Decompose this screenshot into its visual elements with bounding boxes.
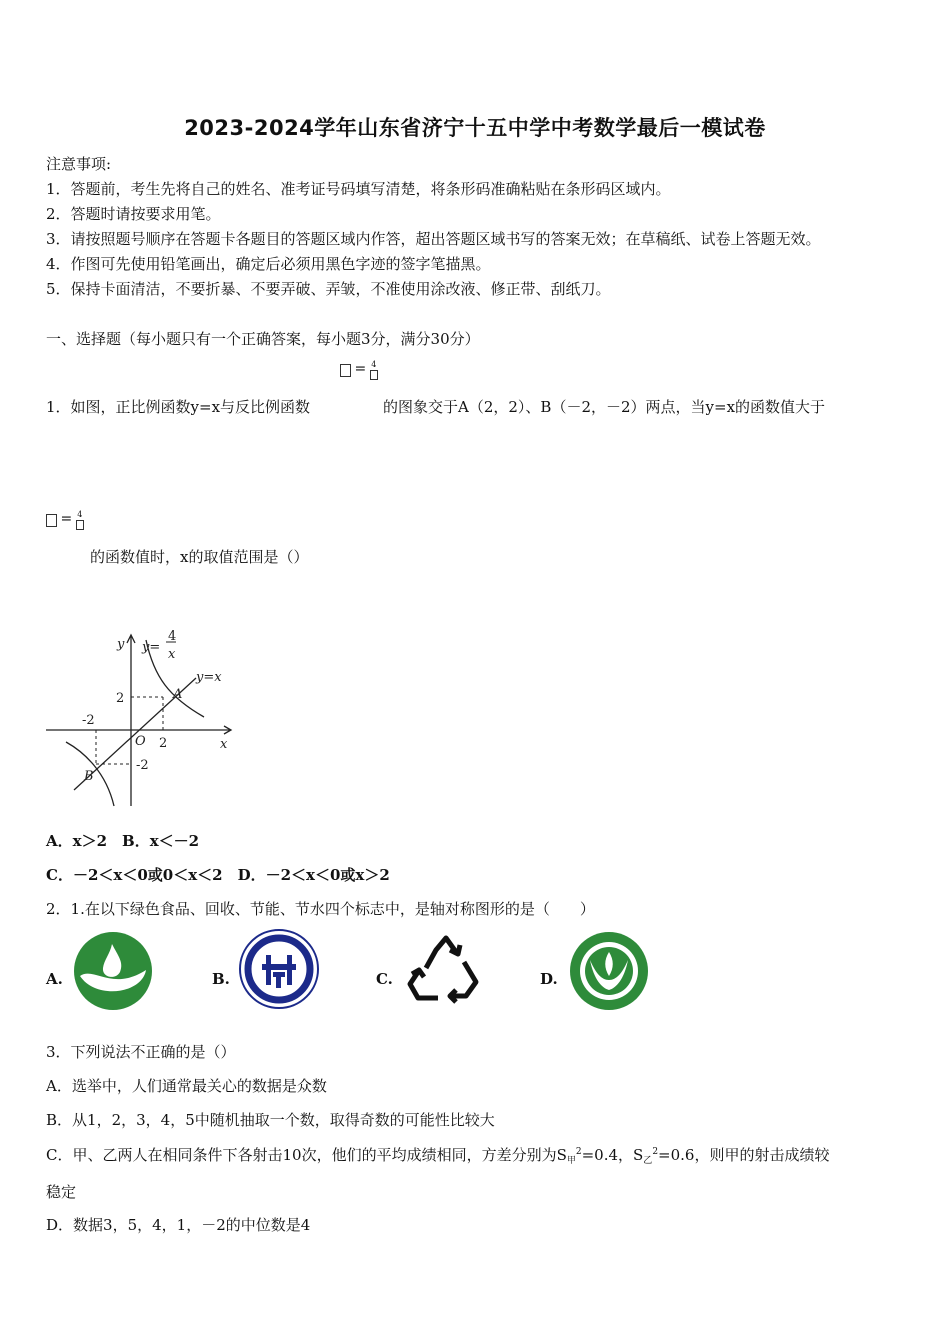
q3-option-a: A．选举中，人们通常最关心的数据是众数 xyxy=(46,1077,327,1095)
water-saving-logo-icon xyxy=(568,930,650,1012)
function-graph xyxy=(44,622,244,812)
notice-item: 1．答题前，考生先将自己的姓名、准考证号码填写清楚，将条形码准确粘贴在条形码区域内。 xyxy=(46,180,671,198)
q3-option-b: B．从1，2，3，4，5中随机抽取一个数，取得奇数的可能性比较大 xyxy=(46,1111,495,1129)
formula-eq: = xyxy=(354,361,367,377)
q2-option-d-label: D. xyxy=(540,970,558,988)
q1-options-row2: C．－2＜x＜0或0＜x＜2 D．－2＜x＜0或x＞2 xyxy=(46,866,390,884)
curve-label: y= xyxy=(142,640,161,655)
missing-glyph-icon xyxy=(370,370,378,380)
tick-m2y: -2 xyxy=(136,758,149,773)
q3-option-c-part1: C．甲、乙两人在相同条件下各射击10次，他们的平均成绩相同，方差分别为S xyxy=(46,1146,567,1164)
notice-item: 4．作图可先使用铅笔画出，确定后必须用黑色字迹的签字笔描黑。 xyxy=(46,255,491,273)
q1-text-c: 的函数值时，x的取值范围是（） xyxy=(90,548,309,566)
tick-2x: 2 xyxy=(159,736,168,751)
q3-option-d: D．数据3，5，4，1，－2的中位数是4 xyxy=(46,1216,311,1234)
green-food-logo-icon xyxy=(72,930,154,1012)
curve-label-num: 4 xyxy=(168,629,177,644)
missing-glyph-icon xyxy=(76,520,84,530)
x-axis-label: x xyxy=(220,737,228,752)
variance-sup: 2 xyxy=(652,1147,659,1157)
q2-option-c-label: C. xyxy=(376,970,393,988)
q1-text-b: 的图象交于A（2，2）、B（－2，－2）两点，当y=x的函数值大于 xyxy=(383,398,826,416)
point-b-label: B xyxy=(84,769,94,784)
q1-text-a: 1．如图，正比例函数y=x与反比例函数 xyxy=(46,398,311,416)
q2-option-a-label: A. xyxy=(46,970,63,988)
variance-sub-jia: 甲 xyxy=(566,1156,576,1166)
missing-glyph-icon xyxy=(340,364,351,377)
q2-text: 2．1.在以下绿色食品、回收、节能、节水四个标志中，是轴对称图形的是（ ） xyxy=(46,900,595,918)
notice-heading: 注意事项: xyxy=(46,155,112,173)
energy-saving-logo-icon xyxy=(238,928,320,1010)
y-axis-label: y xyxy=(117,637,125,652)
formula-eq: = xyxy=(60,511,73,527)
variance-sup: 2 xyxy=(575,1147,582,1157)
formula-inline xyxy=(340,360,378,380)
recycle-logo-icon xyxy=(404,932,486,1010)
formula-inline xyxy=(46,510,84,530)
notice-item: 5．保持卡面清洁，不要折暴、不要弄破、弄皱，不准使用涂改液、修正带、刮纸刀。 xyxy=(46,280,611,298)
section-heading: 一、选择题（每小题只有一个正确答案，每小题3分，满分30分） xyxy=(46,330,480,348)
q2-option-b-label: B. xyxy=(212,970,230,988)
q3-text: 3．下列说法不正确的是（） xyxy=(46,1043,236,1061)
page-title: 2023-2024学年山东省济宁十五中学中考数学最后一模试卷 xyxy=(184,116,766,140)
origin-label: O xyxy=(135,734,146,749)
variance-sub-yi: 乙 xyxy=(643,1156,653,1166)
line-label: y=x xyxy=(196,670,222,685)
curve-label-den: x xyxy=(168,647,176,662)
point-a-label: A xyxy=(173,687,183,702)
formula-num: 4 xyxy=(77,510,83,519)
tick-2y: 2 xyxy=(116,691,125,706)
q1-options-row1: A．x＞2 B．x＜－2 xyxy=(46,832,200,850)
notice-item: 3．请按照题号顺序在答题卡各题目的答题区域内作答，超出答题区域书写的答案无效；在草稿纸、试卷上答题无效。 xyxy=(46,230,821,248)
formula-num: 4 xyxy=(371,360,377,369)
notice-item: 2．答题时请按要求用笔。 xyxy=(46,205,221,223)
missing-glyph-icon xyxy=(46,514,57,527)
tick-m2x: -2 xyxy=(82,713,95,728)
q3-option-c-part3: =0.6，则甲的射击成绩较 xyxy=(658,1146,830,1164)
q3-option-c xyxy=(46,1144,829,1165)
q3-option-c-continued: 稳定 xyxy=(46,1183,77,1201)
q3-option-c-part2: =0.4，S xyxy=(581,1146,644,1164)
